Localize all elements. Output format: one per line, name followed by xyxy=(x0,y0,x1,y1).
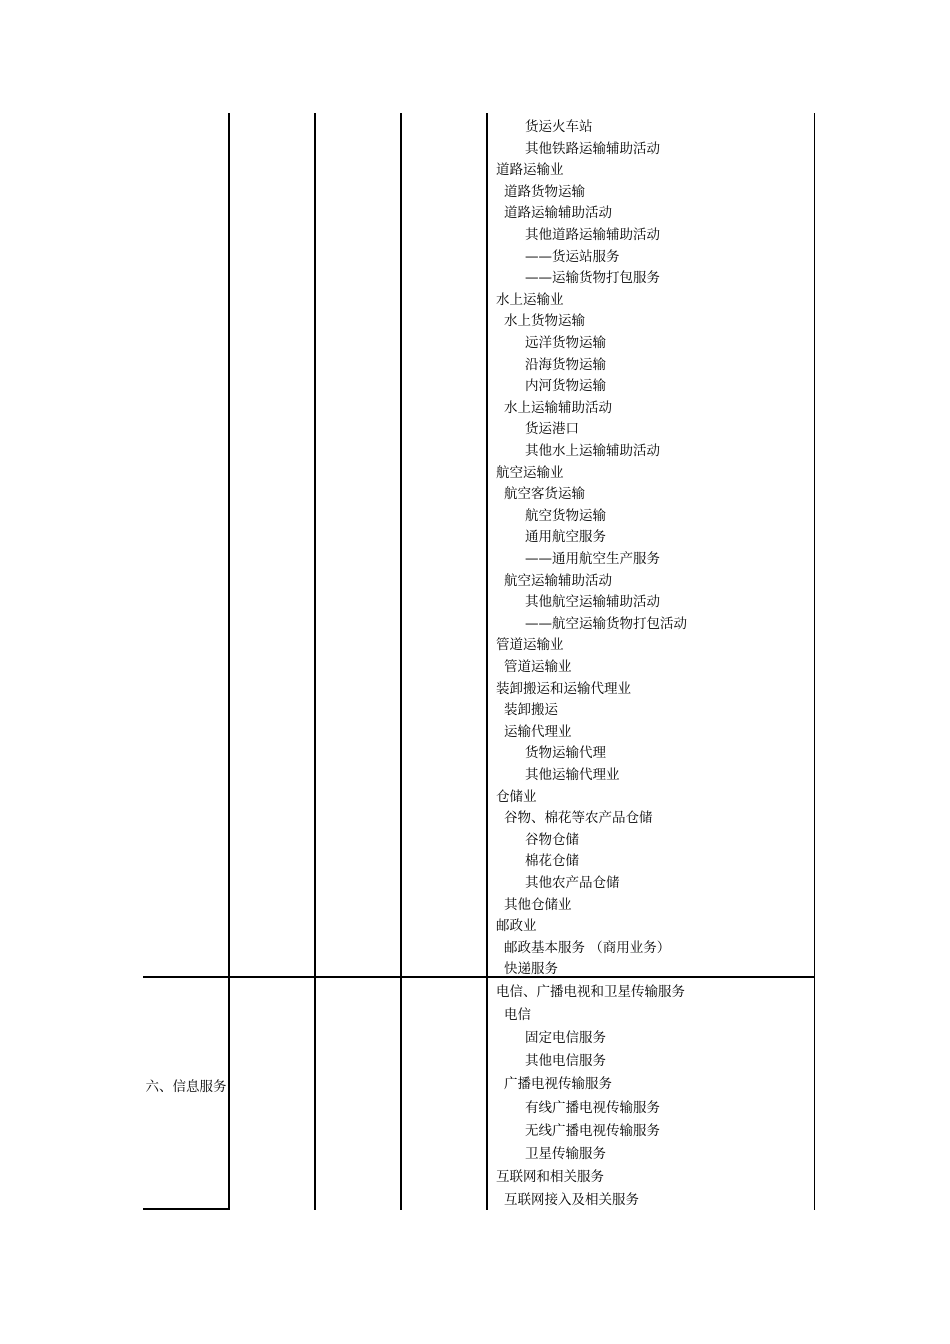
list-item: 邮政业 xyxy=(496,918,537,935)
list-item: 邮政基本服务 （商用业务） xyxy=(504,939,671,956)
list-item: 航空客货运输 xyxy=(504,486,585,503)
list-item: 航空运输业 xyxy=(496,464,564,481)
list-item: 广播电视传输服务 xyxy=(504,1076,612,1093)
list-item: 其他铁路运输辅助活动 xyxy=(525,140,660,157)
list-item: 其他道路运输辅助活动 xyxy=(525,227,660,243)
list-item: 其他电信服务 xyxy=(525,1053,606,1070)
list-item: 道路货物运输 xyxy=(504,183,585,200)
list-item: 装卸搬运和运输代理业 xyxy=(496,680,631,697)
list-item: 水上货物运输 xyxy=(504,313,585,330)
list-item: 水上运输辅助活动 xyxy=(504,399,612,416)
list-item: 航空货物运输 xyxy=(525,507,606,524)
list-item: 航空运输辅助活动 xyxy=(504,572,612,589)
list-item: ——通用航空生产服务 xyxy=(525,551,660,567)
list-item: 装卸搬运 xyxy=(504,702,558,719)
list-item: 其他农产品仓储 xyxy=(525,875,620,891)
list-item: 运输代理业 xyxy=(504,723,572,740)
column-divider-2 xyxy=(314,113,316,1210)
table-right-border xyxy=(814,113,815,1210)
list-item: 其他仓储业 xyxy=(504,896,572,913)
list-item: 有线广播电视传输服务 xyxy=(525,1099,660,1116)
list-item: 水上运输业 xyxy=(496,291,564,308)
list-item: 固定电信服务 xyxy=(525,1030,606,1047)
list-item: 谷物仓储 xyxy=(525,831,579,848)
list-item: 棉花仓储 xyxy=(525,853,579,870)
list-item: 货物运输代理 xyxy=(525,745,606,762)
section-label: 六、信息服务 xyxy=(145,1079,227,1095)
list-item: 互联网和相关服务 xyxy=(496,1168,604,1185)
list-item: 沿海货物运输 xyxy=(525,356,606,373)
list-item: 快递服务 xyxy=(504,961,558,978)
list-item: 仓储业 xyxy=(496,788,537,805)
list-item: 道路运输业 xyxy=(496,162,564,179)
list-item: ——航空运输货物打包活动 xyxy=(525,615,687,632)
list-item: ——运输货物打包服务 xyxy=(525,270,660,287)
list-item: 无线广播电视传输服务 xyxy=(525,1122,660,1139)
list-item: 卫星传输服务 xyxy=(525,1145,606,1162)
list-item: 道路运输辅助活动 xyxy=(504,205,612,222)
list-item: 其他水上运输辅助活动 xyxy=(525,443,660,459)
column-divider-1 xyxy=(228,113,230,1210)
list-item: 内河货物运输 xyxy=(525,378,606,395)
list-item: 谷物、棉花等农产品仓储 xyxy=(504,810,653,827)
list-item: 货运火车站 xyxy=(525,119,593,135)
list-item: 管道运输业 xyxy=(496,637,564,654)
list-item: 其他航空运输辅助活动 xyxy=(525,594,660,611)
list-item: 管道运输业 xyxy=(504,659,572,675)
table-bottom-edge xyxy=(143,1208,230,1210)
list-item: 远洋货物运输 xyxy=(525,335,606,351)
column-divider-4 xyxy=(486,113,488,1210)
list-item: 其他运输代理业 xyxy=(525,767,620,783)
list-item: 互联网接入及相关服务 xyxy=(504,1191,639,1208)
list-item: 通用航空服务 xyxy=(525,529,606,546)
column-divider-3 xyxy=(400,113,402,1210)
list-item: ——货运站服务 xyxy=(525,248,620,265)
list-item: 货运港口 xyxy=(525,421,579,438)
list-item: 电信 xyxy=(504,1007,531,1024)
section-divider xyxy=(143,976,815,978)
list-item: 电信、广播电视和卫星传输服务 xyxy=(496,984,685,1000)
